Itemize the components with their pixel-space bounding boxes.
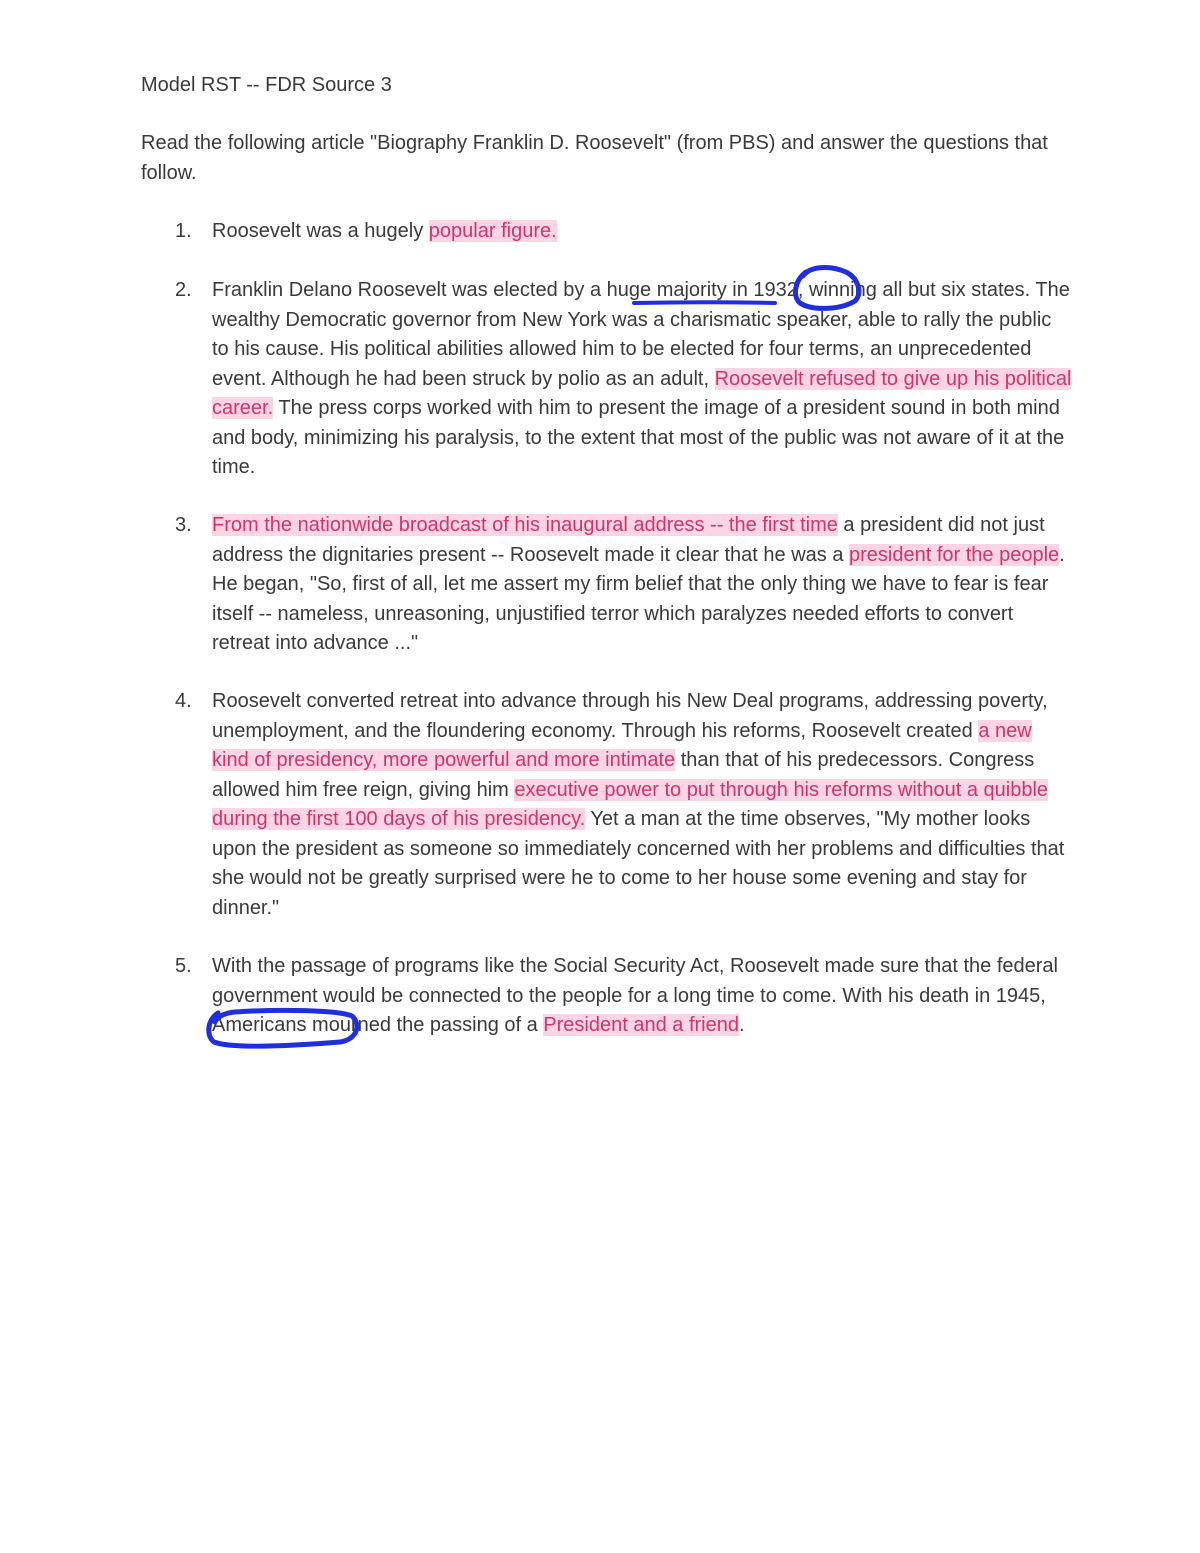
highlighted-text: Roosevelt refused to give up his political career. xyxy=(212,367,1072,419)
list-item-number: 5. xyxy=(175,955,192,977)
list-item-4 xyxy=(175,687,1072,923)
list-item-text xyxy=(212,279,1071,478)
text-segment: With the passage of programs like the Social Security Act, Roosevelt made sure that the federal government would be connected to the people for a long time to come. With his death in 1945, Americans mourned the passing of a xyxy=(212,955,1058,1036)
highlighted-text: President and a friend xyxy=(543,1014,739,1036)
text-segment: The press corps worked with him to present the image of a president sound in both mind and body, minimizing his paralysis, to the extent that most of the public was not aware of it at the time. xyxy=(212,397,1065,478)
list-item-number: 3. xyxy=(175,514,192,536)
list-item-1 xyxy=(175,217,1072,247)
list-item-5 xyxy=(175,952,1072,1041)
highlighted-text: executive power to put through his reforms without a quibble during the first 100 days of his presidency. xyxy=(212,778,1049,830)
text-segment: Franklin Delano Roosevelt was elected by a huge majority in 1932, winning all but six states. The wealthy Democratic governor from New York was a charismatic speaker, able to rally the public to his cause. His political abilities allowed him to be elected for four terms, an unprecedented event. Although he had been struck by polio as an adult, xyxy=(212,279,1070,390)
text-segment: . He began, "So, first of all, let me assert my firm belief that the only thing we have to fear is fear itself -- nameless, unreasoning, unjustified terror which paralyzes needed efforts to convert retreat into advance ..." xyxy=(212,543,1065,654)
list-item-text xyxy=(212,514,1065,654)
highlighted-text: From the nationwide broadcast of his inaugural address -- the first time xyxy=(212,514,838,536)
highlighted-text: president for the people xyxy=(849,543,1060,566)
document-title: Model RST -- FDR Source 3 xyxy=(141,74,392,96)
document-intro: Read the following article "Biography Franklin D. Roosevelt" (from PBS) and answer the questions that follow. xyxy=(141,132,1048,184)
list-item-text xyxy=(212,955,1058,1036)
list-item-3 xyxy=(175,511,1072,659)
text-segment: . xyxy=(738,1014,745,1036)
list-item-text xyxy=(212,220,557,242)
text-segment: than that of his predecessors. Congress allowed him free reign, giving him xyxy=(212,749,1035,801)
list-item-number: 1. xyxy=(175,220,192,242)
text-segment: Roosevelt converted retreat into advance through his New Deal programs, addressing poverty, unemployment, and the floundering economy. Through his reforms, Roosevelt created xyxy=(212,690,1048,742)
list-item-number: 4. xyxy=(175,690,192,712)
highlighted-text: a new kind of presidency, more powerful and more intimate xyxy=(212,719,1032,771)
list-item-number: 2. xyxy=(175,279,192,301)
list-item-2 xyxy=(175,276,1072,483)
list-item-text xyxy=(212,690,1064,919)
highlighted-text: popular figure. xyxy=(428,220,557,242)
text-segment: Yet a man at the time observes, "My mother looks upon the president as someone so immediately concerned with her problems and difficulties that she would not be greatly surprised were he to come to her house some evening and stay for dinner." xyxy=(212,808,1065,919)
text-segment: a president did not just address the dignitaries present -- Roosevelt made it clear that he was a xyxy=(212,514,1045,566)
text-segment: Roosevelt was a hugely xyxy=(212,220,429,242)
